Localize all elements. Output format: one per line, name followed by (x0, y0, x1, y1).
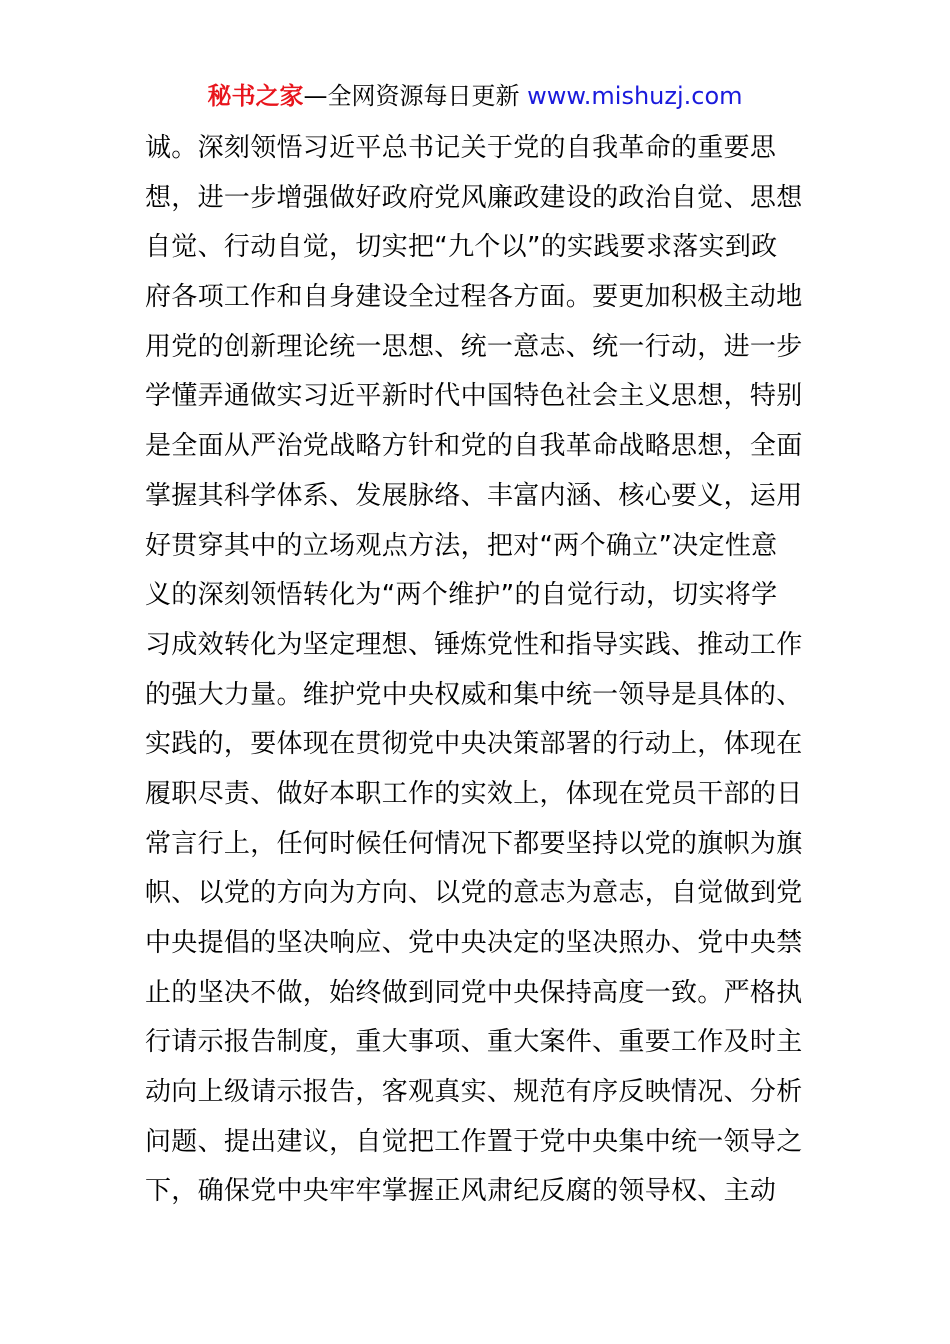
text-line: 习成效转化为坚定理想、锤炼党性和指导实践、推动工作 (145, 629, 803, 660)
text-line: 行请示报告制度，重大事项、重大案件、重要工作及时主 (145, 1027, 803, 1058)
header-tagline: —全网资源每日更新 (303, 82, 528, 110)
text-line: 义的深刻领悟转化为“两个维护”的自觉行动，切实将学 (145, 580, 778, 611)
text-line: 想，进一步增强做好政府党风廉政建设的政治自觉、思想 (145, 182, 803, 213)
text-line: 问题、提出建议，自觉把工作置于党中央集中统一领导之 (145, 1126, 803, 1157)
text-line: 是全面从严治党战略方针和党的自我革命战略思想，全面 (145, 431, 803, 462)
text-line: 好贯穿其中的立场观点方法，把对“两个确立”决定性意 (145, 530, 778, 561)
site-url-link[interactable]: www.mishuzj.com (527, 82, 743, 110)
text-line: 自觉、行动自觉，切实把“九个以”的实践要求落实到政 (145, 232, 778, 263)
text-line: 动向上级请示报告，客观真实、规范有序反映情况、分析 (145, 1077, 803, 1108)
text-line: 帜、以党的方向为方向、以党的意志为意志，自觉做到党 (145, 878, 803, 909)
text-line: 下，确保党中央牢牢掌握正风肃纪反腐的领导权、主动 (145, 1176, 777, 1207)
page-header (0, 80, 950, 112)
text-line: 府各项工作和自身建设全过程各方面。要更加积极主动地 (145, 282, 803, 313)
text-line: 诚。深刻领悟习近平总书记关于党的自我革命的重要思 (145, 133, 777, 163)
text-line: 学懂弄通做实习近平新时代中国特色社会主义思想，特别 (145, 381, 803, 412)
text-line: 实践的，要体现在贯彻党中央决策部署的行动上，体现在 (145, 729, 803, 760)
text-line: 常言行上，任何时候任何情况下都要坚持以党的旗帜为旗 (145, 828, 803, 859)
text-line: 用党的创新理论统一思想、统一意志、统一行动，进一步 (145, 331, 803, 362)
text-line: 止的坚决不做，始终做到同党中央保持高度一致。严格执 (145, 977, 803, 1008)
brand-name: 秘书之家 (207, 82, 304, 110)
text-line: 中央提倡的坚决响应、党中央决定的坚决照办、党中央禁 (145, 928, 803, 958)
text-line: 掌握其科学体系、发展脉络、丰富内涵、核心要义，运用 (145, 480, 803, 511)
text-line: 履职尽责、做好本职工作的实效上，体现在党员干部的日 (145, 778, 803, 809)
document-body (145, 124, 825, 1217)
text-line: 的强大力量。维护党中央权威和集中统一领导是具体的、 (145, 679, 803, 710)
